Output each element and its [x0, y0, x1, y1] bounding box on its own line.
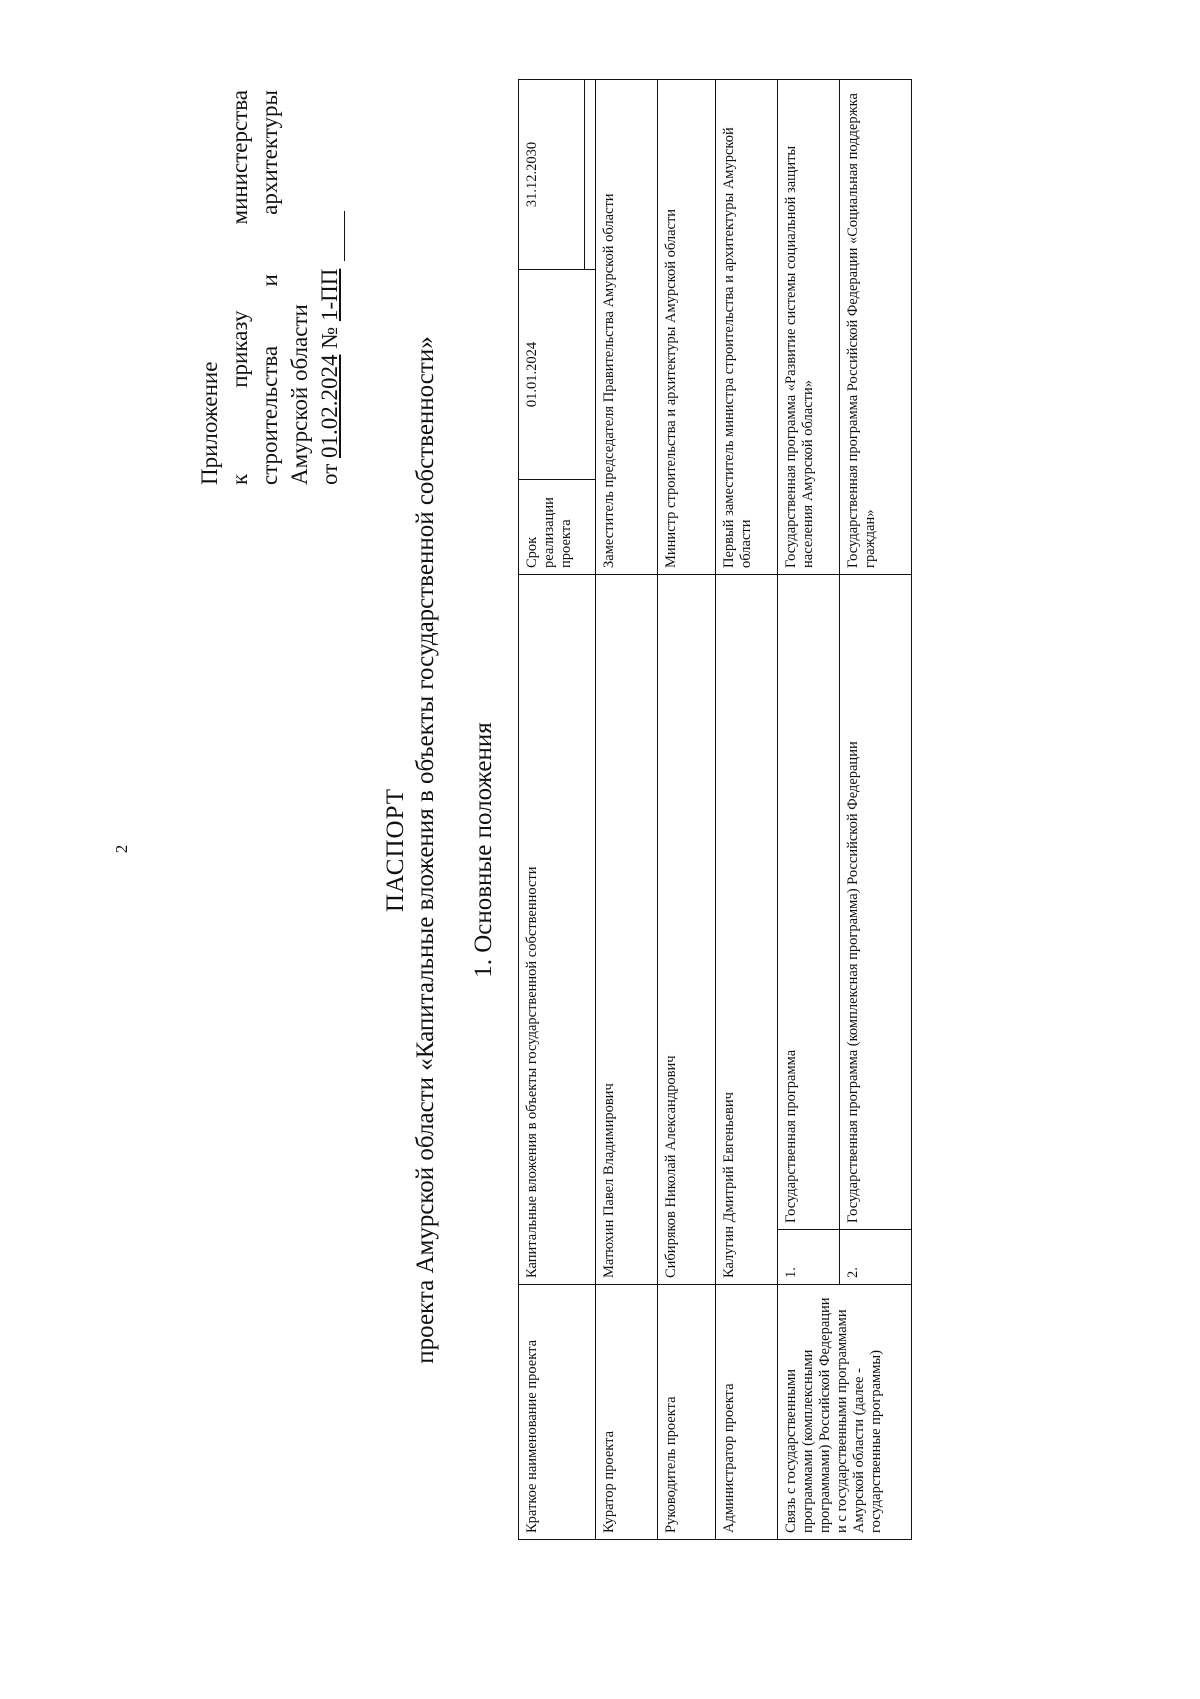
program-number-2: 2.	[840, 1230, 912, 1285]
program-number-1: 1.	[778, 1230, 840, 1285]
appendix-architecture: архитектуры	[257, 90, 282, 215]
rotated-document	[180, 60, 1080, 1640]
appendix-line-2	[225, 90, 255, 485]
term-start: 01.01.2024	[519, 269, 596, 479]
program-name-2: Государственная программа Российской Федерации «Социальная поддержка граждан»	[840, 79, 912, 574]
curator-label: Куратор проекта	[596, 1285, 658, 1540]
page-number: 2	[112, 844, 131, 854]
head-name: Сибиряков Николай Александрович	[658, 574, 716, 1284]
short-name-value: Капитальные вложения в объекты государственной собственности	[519, 574, 596, 1284]
term-end-continuation	[585, 79, 596, 269]
date-prefix: от	[317, 463, 342, 485]
order-date: 01.02.2024	[317, 354, 342, 458]
admin-name: Калугин Дмитрий Евгеньевич	[716, 574, 778, 1284]
appendix-line-1: Приложение	[197, 361, 222, 485]
appendix-block	[195, 90, 345, 485]
number-prefix: №	[317, 326, 342, 349]
term-label: Срок реализации проекта	[519, 479, 596, 574]
program-type-2: Государственная программа (комплексная программа) Российской Федерации	[840, 574, 912, 1229]
curator-position: Заместитель председателя Правительства Амурской области	[596, 79, 658, 574]
appendix-construction: строительства	[257, 345, 282, 485]
appendix-prikazu: приказу	[227, 310, 252, 388]
admin-position: Первый заместитель министра строительства и архитектуры Амурской области	[716, 79, 778, 574]
table-row-short-name	[519, 79, 585, 1539]
program-type-1: Государственная программа	[778, 574, 840, 1229]
term-end: 31.12.2030	[519, 79, 585, 269]
appendix-line-4: Амурской области	[287, 304, 312, 485]
head-position: Министр строительства и архитектуры Амурской области	[658, 79, 716, 574]
appendix-and: и	[257, 274, 282, 287]
project-title: проекта Амурской области «Капитальные вложения в объекты государственной собственности»	[412, 336, 439, 1364]
admin-label: Администратор проекта	[716, 1285, 778, 1540]
passport-title: ПАСПОРТ	[382, 787, 409, 913]
underline-fill	[324, 211, 345, 261]
order-number: 1-ПП	[317, 268, 342, 322]
appendix-ministry: министерства	[227, 90, 252, 225]
section-title: 1. Основные положения	[470, 722, 497, 978]
table-row-admin	[716, 79, 778, 1539]
program-name-1: Государственная программа «Развитие системы социальной защиты населения Амурской области»	[778, 79, 840, 574]
passport-table	[518, 79, 912, 1540]
appendix-line-3	[255, 90, 285, 485]
curator-name: Матюхин Павел Владимирович	[596, 574, 658, 1284]
short-name-label: Краткое наименование проекта	[519, 1285, 596, 1540]
table-row-head	[658, 79, 716, 1539]
link-label: Связь с государственными программами (комплексными программами) Российской Федерации и с государственными программами Амурской области (далее - государственные программы)	[778, 1285, 912, 1540]
table-row-program-1	[778, 79, 840, 1539]
appendix-line-5	[315, 90, 345, 485]
appendix-k: к	[227, 473, 252, 485]
table-row-curator	[596, 79, 658, 1539]
head-label: Руководитель проекта	[658, 1285, 716, 1540]
